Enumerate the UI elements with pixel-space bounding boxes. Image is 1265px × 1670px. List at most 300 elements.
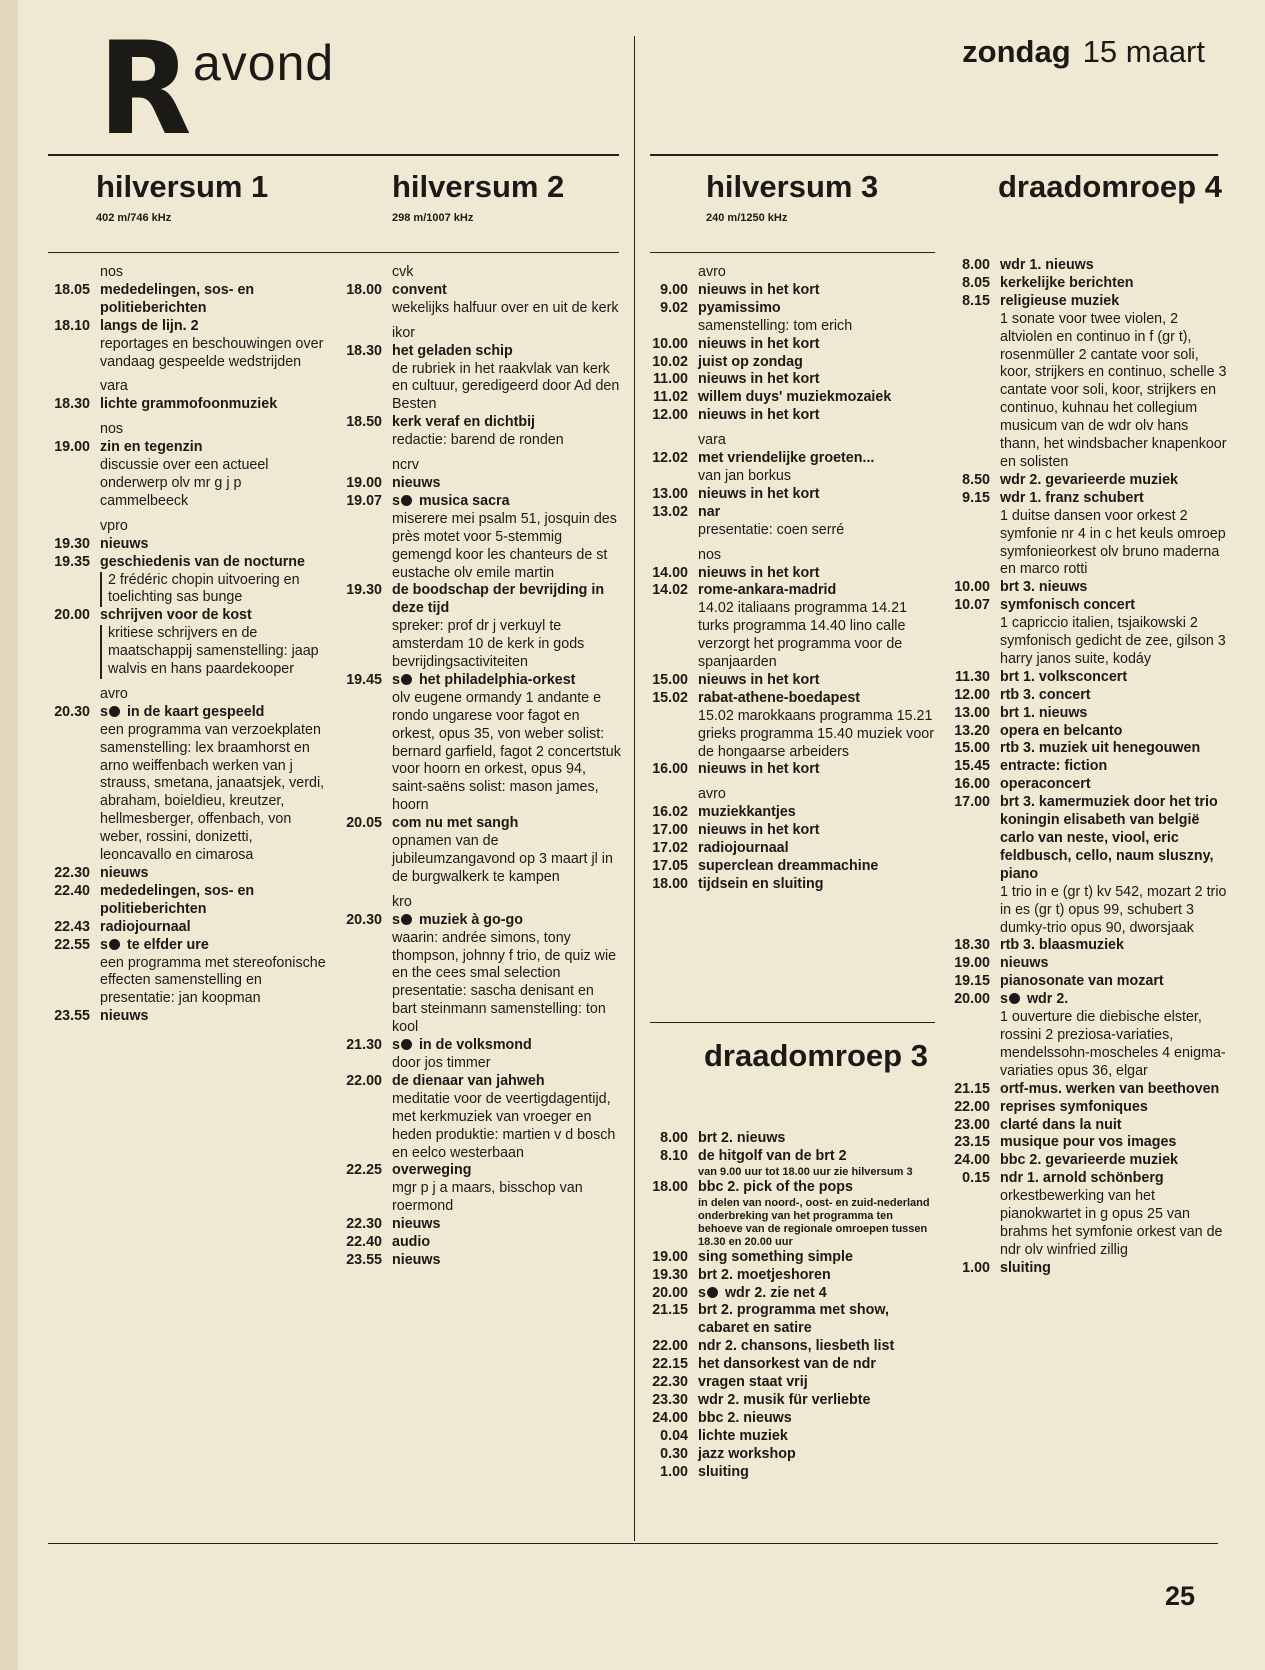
program-entry [330, 672, 622, 815]
stereo-label: s [1000, 991, 1008, 1008]
program-title [1000, 937, 1228, 955]
program-title-text: lichte muziek [698, 1427, 788, 1444]
program-title-text: entracte: fiction [1000, 758, 1108, 775]
program-time: 14.00 [652, 564, 688, 581]
program-entry [330, 343, 622, 415]
program-time: 20.30 [346, 911, 382, 928]
program-body [1000, 472, 1228, 490]
program-body [698, 504, 934, 540]
program-title [1000, 973, 1228, 991]
program-time: 1.00 [962, 1259, 990, 1276]
program-title [392, 343, 622, 361]
program-title [392, 672, 622, 690]
program-entry [636, 672, 934, 690]
program-title-text: schrijven voor de kost [100, 607, 252, 624]
program-title-text: nieuws in het kort [698, 485, 820, 502]
program-body [1000, 758, 1228, 776]
program-body [698, 1267, 934, 1285]
program-entry [636, 1428, 934, 1446]
program-title-text: wdr 2. [1026, 991, 1069, 1008]
program-title [698, 822, 934, 840]
broadcaster-name: nos [698, 546, 722, 563]
program-entry [636, 407, 934, 425]
stereo-label: s [392, 911, 400, 928]
program-body [698, 389, 934, 407]
time-spacer [636, 786, 698, 804]
program-title [698, 690, 934, 708]
program-description: kritiese schrijvers en de maatschappij samenstelling: jaap walvis en hans paardekooper [100, 625, 326, 679]
program-title-text: wdr 2. musik für verliebte [698, 1391, 871, 1408]
stereo-icon [401, 495, 412, 506]
program-body [100, 704, 326, 865]
program-body [698, 822, 934, 840]
program-body [698, 1428, 934, 1446]
program-entry [636, 282, 934, 300]
program-entry [38, 282, 326, 318]
program-title-text: sing something simple [698, 1248, 853, 1265]
program-body [392, 475, 622, 493]
station-freq-h1: 402 m/746 kHz [96, 212, 172, 224]
page-date [962, 34, 1205, 70]
broadcaster-label [330, 264, 622, 282]
program-time: 22.00 [346, 1072, 382, 1089]
program-body [1000, 490, 1228, 580]
program-title [698, 804, 934, 822]
program-time: 9.15 [962, 489, 990, 506]
program-title-text: nieuws [100, 535, 149, 552]
program-title-text: ortf-mus. werken van beethoven [1000, 1080, 1220, 1097]
program-time: 1.00 [660, 1463, 688, 1480]
program-entry [330, 1252, 622, 1270]
program-entry [938, 937, 1228, 955]
program-title [698, 1302, 934, 1338]
section-title: avond [193, 35, 335, 91]
program-entry [938, 1170, 1228, 1260]
program-entry [38, 704, 326, 865]
program-description: 1 ouverture die diebische elster, rossini 2 preziosa-variaties, mendelssohn-moscheles 4 enigma-variaties opus 36, elgar [1000, 1009, 1226, 1079]
stereo-icon [707, 1287, 718, 1298]
program-time: 22.30 [652, 1374, 688, 1391]
program-entry [330, 493, 622, 583]
program-body [392, 1073, 622, 1163]
program-title [1000, 579, 1228, 597]
program-note: in delen van noord-, oost- en zuid-nederland onderbreking van het programma ten behoeve van de regionale omroepen tussen 18.30 en 20.00 uur [698, 1196, 930, 1248]
program-description: 1 sonate voor twee violen, 2 altviolen en continuo in f (gr t), rosenmüller 2 cantate voor soli, koor, strijkers en continuo, schelle 3 cantate voor soli, koor, strijkers en continuo, kuhnau het collegium musicum van de wdr olv hans thann, het windsbacher knapenkoor en solisten [1000, 310, 1227, 470]
program-body [1000, 1134, 1228, 1152]
program-title-text: in de volksmond [418, 1037, 532, 1054]
program-body [698, 1130, 934, 1148]
program-entry [938, 758, 1228, 776]
program-title [698, 389, 934, 407]
program-time: 8.15 [962, 292, 990, 309]
program-title-text: musica sacra [418, 492, 510, 509]
stereo-label: s [392, 1037, 400, 1054]
section-letter: R [98, 15, 188, 164]
program-time: 11.30 [955, 668, 990, 685]
program-time: 16.00 [652, 761, 688, 778]
program-time: 24.00 [954, 1152, 990, 1169]
program-title [1000, 723, 1228, 741]
rule-bottom [48, 1543, 1218, 1544]
program-entry [938, 991, 1228, 1081]
program-title [100, 919, 326, 937]
program-title-text: ndr 2. chansons, liesbeth list [698, 1338, 895, 1355]
program-entry [330, 414, 622, 450]
program-entry [938, 776, 1228, 794]
program-description: spreker: prof dr j verkuyl te amsterdam 10 de kerk in gods bevrijdingsactiviteiten [392, 618, 585, 671]
program-body [698, 761, 934, 779]
program-title-text: mededelingen, sos- en politieberichten [100, 281, 255, 316]
broadcaster-label [330, 325, 622, 343]
program-title [1000, 472, 1228, 490]
program-title-text: musique pour vos images [1000, 1134, 1177, 1151]
program-title [698, 1338, 934, 1356]
time-spacer [38, 686, 100, 704]
program-title-text: met vriendelijke groeten... [698, 450, 875, 467]
program-entry [938, 275, 1228, 293]
stereo-icon [109, 939, 120, 950]
program-body [1000, 687, 1228, 705]
program-body [698, 1446, 934, 1464]
broadcaster-label [38, 518, 326, 536]
program-time: 13.00 [652, 485, 688, 502]
broadcaster-label [330, 457, 622, 475]
program-body [392, 343, 622, 415]
program-title-text: symfonisch concert [1000, 597, 1136, 614]
program-body [698, 1356, 934, 1374]
stereo-icon [401, 674, 412, 685]
program-title [100, 1008, 326, 1026]
program-entry [938, 472, 1228, 490]
program-title-text: de boodschap der bevrijding in deze tijd [392, 582, 605, 617]
program-body [1000, 955, 1228, 973]
program-body [698, 840, 934, 858]
program-entry [938, 579, 1228, 597]
program-description: samenstelling: tom erich [698, 317, 853, 334]
program-title-text: in de kaart gespeeld [126, 703, 265, 720]
program-entry [636, 1130, 934, 1148]
program-title-text: willem duys' muziekmozaiek [698, 389, 892, 406]
program-entry [636, 371, 934, 389]
program-title [100, 607, 326, 625]
broadcaster-label [636, 786, 934, 804]
program-time: 18.30 [346, 342, 382, 359]
program-time: 17.00 [652, 822, 688, 839]
program-description: een programma van verzoekplaten samenstelling: lex braamhorst en arno weiffenbach werken van j strauss, smetana, janaatsjek, verdi, abraham, boieldieu, kreutzer, hellmesberger, offenbach, von weber, rossini, donizetti, leoncavallo en cimarosa [100, 721, 325, 864]
broadcaster-label [330, 894, 622, 912]
broadcaster-name: vara [698, 432, 726, 449]
program-body [698, 1285, 934, 1303]
program-title [392, 414, 622, 432]
station-name-h3: hilversum 3 [706, 169, 879, 204]
program-entry [938, 1134, 1228, 1152]
program-body [100, 883, 326, 919]
broadcaster-label [636, 264, 934, 282]
program-title-text: te elfder ure [126, 936, 209, 953]
program-title [392, 912, 622, 930]
stereo-label: s [392, 492, 400, 509]
program-time: 22.40 [54, 882, 90, 899]
program-title [100, 439, 326, 457]
program-title-text: sluiting [698, 1463, 749, 1480]
program-body [1000, 937, 1228, 955]
program-body [698, 336, 934, 354]
broadcaster-label [38, 378, 326, 396]
program-time: 22.30 [346, 1216, 382, 1233]
program-entry [636, 300, 934, 336]
program-body [100, 282, 326, 318]
stereo-label: s [100, 703, 108, 720]
program-title-text: nieuws in het kort [698, 281, 820, 298]
program-title-text: audio [392, 1234, 431, 1251]
program-title [100, 396, 326, 414]
time-spacer [38, 378, 100, 396]
program-title-text: nieuws in het kort [698, 564, 820, 581]
program-body [392, 672, 622, 815]
program-title-text: overweging [392, 1162, 472, 1179]
program-entry [636, 1356, 934, 1374]
program-body [1000, 973, 1228, 991]
program-title-text: vragen staat vrij [698, 1374, 808, 1391]
program-title [392, 1234, 622, 1252]
program-time: 15.00 [652, 671, 688, 688]
program-body [1000, 705, 1228, 723]
program-title-text: jazz workshop [698, 1445, 796, 1462]
program-title-text: nieuws in het kort [698, 407, 820, 424]
program-body [698, 690, 934, 762]
program-time: 19.00 [54, 439, 90, 456]
program-body [100, 318, 326, 372]
program-title [698, 371, 934, 389]
program-body [1000, 669, 1228, 687]
program-body [698, 300, 934, 336]
program-title [1000, 776, 1228, 794]
program-body [392, 582, 622, 672]
program-title-text: het geladen schip [392, 342, 513, 359]
program-entry [636, 1285, 934, 1303]
program-body [392, 282, 622, 318]
program-description: meditatie voor de veertigdagentijd, met kerkmuziek van vroeger en heden produktie: martien v d bosch en eelco westerbaan [392, 1090, 616, 1161]
program-body [392, 815, 622, 887]
program-entry [38, 919, 326, 937]
program-title [698, 450, 934, 468]
program-time: 12.00 [954, 686, 990, 703]
program-time: 23.30 [652, 1391, 688, 1408]
program-title [698, 282, 934, 300]
program-title-text: opera en belcanto [1000, 722, 1123, 739]
program-body [1000, 275, 1228, 293]
program-description: door jos timmer [392, 1054, 491, 1071]
program-title [1000, 293, 1228, 311]
program-entry [636, 486, 934, 504]
program-title [698, 504, 934, 522]
program-entry [636, 1464, 934, 1482]
program-title-text: pianosonate van mozart [1000, 973, 1164, 990]
program-body [1000, 579, 1228, 597]
page-number: 25 [1164, 1581, 1195, 1611]
program-title-text: juist op zondag [698, 353, 803, 370]
program-title-text: nieuws [100, 865, 149, 881]
program-entry [330, 1073, 622, 1163]
time-spacer [330, 457, 392, 475]
broadcaster-name: avro [698, 786, 726, 803]
program-entry [330, 475, 622, 493]
time-spacer [636, 547, 698, 565]
program-time: 9.00 [660, 281, 688, 298]
program-title-text: het philadelphia-orkest [418, 671, 576, 688]
time-spacer [38, 421, 100, 439]
program-title-text: lichte grammofoonmuziek [100, 396, 278, 413]
program-time: 0.15 [962, 1170, 990, 1187]
program-title [698, 1446, 934, 1464]
program-description: discussie over een actueel onderwerp olv mr g j p cammelbeeck [100, 457, 269, 509]
program-title-text: rtb 3. blaasmuziek [1000, 937, 1124, 954]
stereo-label: s [100, 936, 108, 953]
program-time: 20.00 [652, 1284, 688, 1301]
program-body [698, 407, 934, 425]
program-time: 10.02 [652, 353, 688, 370]
program-body [1000, 723, 1228, 741]
program-body [698, 354, 934, 372]
program-time: 18.00 [346, 281, 382, 298]
program-title-text: nieuws in het kort [698, 335, 820, 352]
program-title-text: nieuws in het kort [698, 371, 820, 388]
program-time: 12.00 [652, 407, 688, 424]
center-divider [634, 36, 635, 1541]
program-title-text: bbc 2. nieuws [698, 1409, 792, 1426]
day-label: zondag [962, 34, 1071, 69]
program-body [698, 804, 934, 822]
program-title-text: brt 1. volksconcert [1000, 668, 1128, 685]
program-entry [636, 1148, 934, 1179]
program-title-text: tijdsein en sluiting [698, 875, 824, 892]
program-title-text: wdr 2. [724, 1284, 767, 1301]
program-entry [38, 318, 326, 372]
program-body [1000, 740, 1228, 758]
program-time: 22.40 [346, 1234, 382, 1251]
program-entry [330, 1216, 622, 1234]
program-entry [38, 396, 326, 414]
program-entry [636, 1249, 934, 1267]
program-time: 15.45 [954, 758, 990, 775]
program-time: 18.30 [954, 937, 990, 954]
program-body [698, 1179, 934, 1249]
program-entry [938, 794, 1228, 937]
program-description: reportages en beschouwingen over vandaag gespeelde wedstrijden [100, 335, 324, 370]
program-title [698, 1410, 934, 1428]
program-time: 19.30 [652, 1266, 688, 1283]
rule-top-left [48, 154, 619, 156]
program-title [698, 486, 934, 504]
program-time: 0.30 [660, 1445, 688, 1462]
program-time: 22.25 [346, 1162, 382, 1179]
program-title-text: nar [698, 503, 721, 520]
program-entry [938, 973, 1228, 991]
broadcaster-name: ikor [392, 324, 416, 341]
program-body [698, 1410, 934, 1428]
program-entry [938, 723, 1228, 741]
program-title-text: nieuws in het kort [698, 761, 820, 778]
station-freq-h3: 240 m/1250 kHz [706, 212, 788, 224]
program-body [698, 876, 934, 894]
program-entry [330, 282, 622, 318]
program-description: de rubriek in het raakvlak van kerk en cultuur, geredigeerd door Ad den Besten [392, 360, 620, 413]
program-body [698, 1464, 934, 1482]
program-title-text: brt 2. nieuws [698, 1130, 786, 1146]
program-time: 19.35 [54, 553, 90, 570]
program-body [100, 396, 326, 414]
program-title [698, 1356, 934, 1374]
program-time: 8.05 [962, 274, 990, 291]
program-time: 10.00 [652, 335, 688, 352]
program-title-text: brt 2. programma met show, cabaret en satire [698, 1302, 889, 1337]
program-body [100, 439, 326, 511]
program-title [1000, 794, 1228, 884]
program-body [698, 858, 934, 876]
program-title-text: kerk veraf en dichtbij [392, 414, 536, 431]
program-description: waarin: andrée simons, tony thompson, johnny f trio, de quiz wie en the cees smal selection presentatie: sascha denisant en bart steinmann samenstelling: ton kool [392, 929, 617, 1036]
program-title-text: clarté dans la nuit [1000, 1116, 1122, 1133]
program-body [1000, 1099, 1228, 1117]
program-title [698, 840, 934, 858]
program-entry [938, 293, 1228, 472]
rule-head-left [48, 252, 619, 253]
program-body [698, 282, 934, 300]
time-spacer [636, 264, 698, 282]
program-entry [636, 804, 934, 822]
program-body [1000, 991, 1228, 1081]
binding-gutter [0, 0, 18, 1670]
program-title [698, 876, 934, 894]
rule-top-right [650, 154, 1218, 156]
rule-head-h3 [650, 252, 935, 253]
broadcaster-label [38, 264, 326, 282]
program-title [698, 1267, 934, 1285]
program-entry [330, 1234, 622, 1252]
program-title [698, 1392, 934, 1410]
program-title-text: operaconcert [1000, 776, 1091, 793]
program-title-text: geschiedenis van de nocturne [100, 553, 305, 570]
program-body [698, 565, 934, 583]
program-time: 8.00 [962, 257, 990, 273]
time-spacer [636, 432, 698, 450]
program-entry [636, 1392, 934, 1410]
program-title [1000, 1117, 1228, 1135]
time-spacer [38, 518, 100, 536]
program-title [698, 1249, 934, 1267]
program-title [392, 815, 622, 833]
program-entry [938, 1081, 1228, 1099]
program-title [392, 1073, 622, 1091]
program-title-text: wdr 1. franz schubert [1000, 489, 1144, 506]
program-time: 17.02 [652, 840, 688, 857]
program-entry [636, 354, 934, 372]
program-time: 21.15 [652, 1302, 688, 1319]
program-time: 9.02 [660, 299, 688, 316]
program-time: 11.00 [653, 371, 688, 388]
program-title-text: reprises symfoniques [1000, 1098, 1148, 1115]
program-body [698, 1302, 934, 1338]
program-entry [938, 705, 1228, 723]
program-time: 13.20 [954, 722, 990, 739]
program-title [698, 1464, 934, 1482]
program-title-text: langs de lijn. 2 [100, 317, 199, 334]
program-body [698, 672, 934, 690]
station-name-d3: draadomroep 3 [704, 1038, 928, 1073]
program-time: 18.00 [652, 875, 688, 892]
broadcaster-name: vara [100, 378, 128, 395]
program-title-text: superclean dreammachine [698, 858, 879, 874]
